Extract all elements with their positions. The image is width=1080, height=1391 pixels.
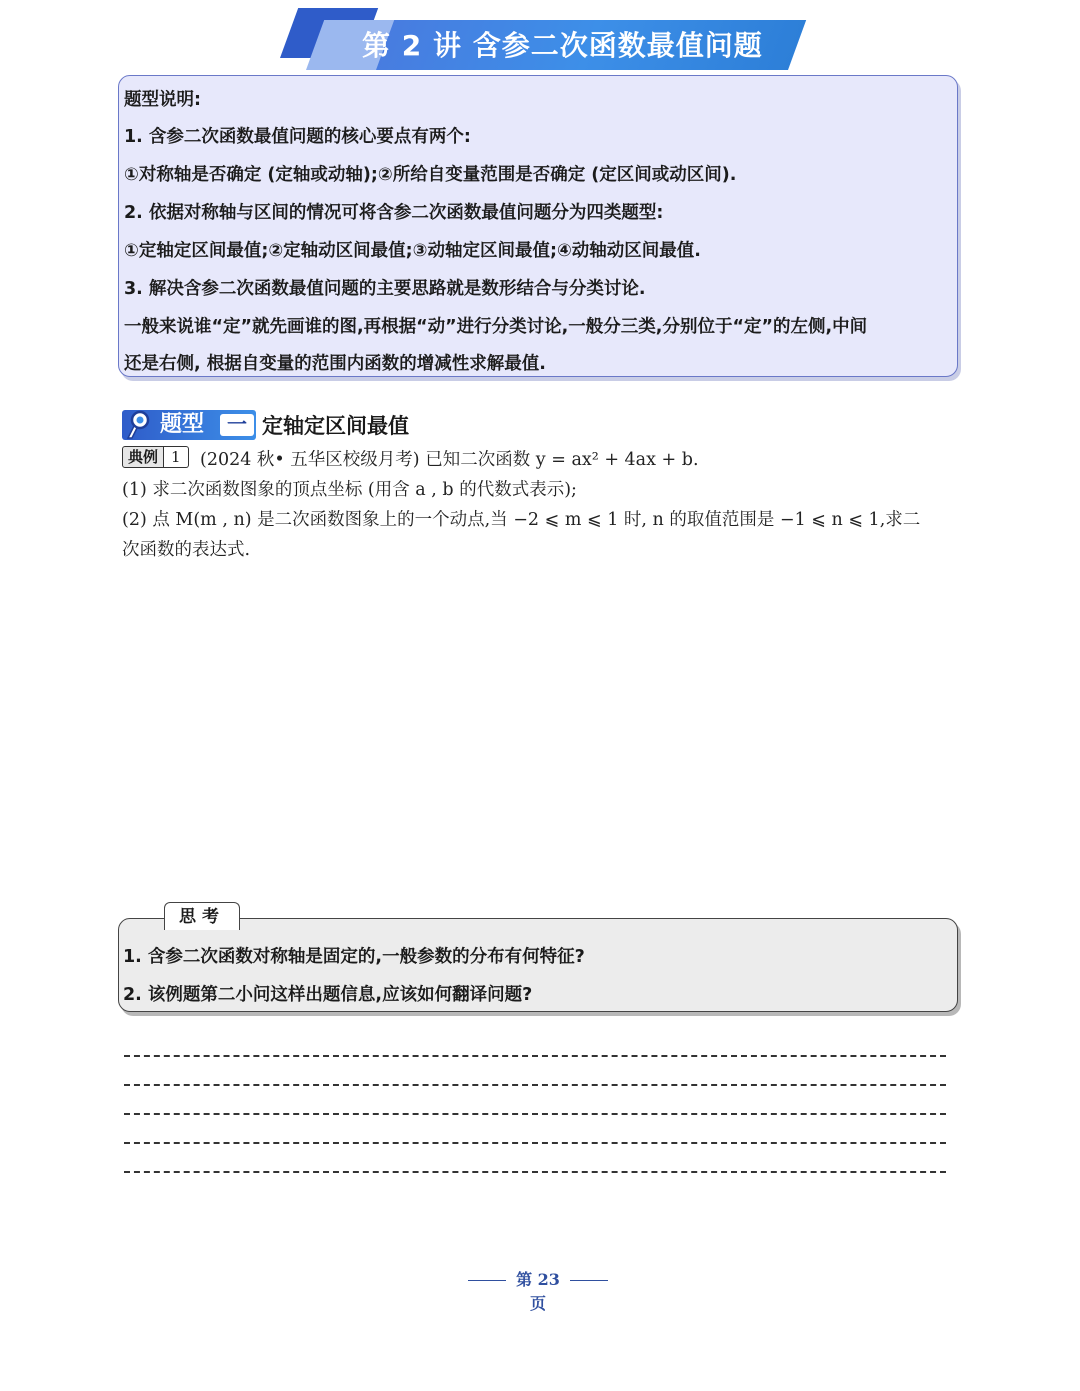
title-banner — [280, 8, 800, 72]
think-tab: 思考 — [164, 902, 240, 930]
type-number: 一 — [220, 414, 254, 436]
think-question: 1. 含参二次函数对称轴是固定的,一般参数的分布有何特征? — [123, 947, 585, 967]
example-tag-label: 典例 — [122, 446, 164, 468]
page-number: 第 23 页 — [516, 1270, 560, 1313]
answer-line[interactable] — [124, 1084, 946, 1086]
explanation-line: 还是右侧, 根据自变量的范围内函数的增减性求解最值. — [124, 354, 546, 374]
example-stem: (2024 秋• 五华区校级月考) 已知二次函数 y = ax² + 4ax + b. — [200, 450, 699, 470]
type-heading — [122, 408, 522, 442]
example-question-1: (1) 求二次函数图象的顶点坐标 (用含 a , b 的代数式表示); — [122, 480, 577, 500]
type-title: 定轴定区间最值 — [262, 414, 409, 438]
page-footer — [468, 1268, 608, 1313]
type-badge-label: 题型 — [160, 412, 205, 437]
explanation-box — [118, 75, 958, 377]
explanation-line: 一般来说谁“定”就先画谁的图,再根据“动”进行分类讨论,一般分三类,分别位于“定”的左侧,中间 — [124, 317, 868, 337]
answer-line[interactable] — [124, 1171, 946, 1173]
example-tag — [122, 446, 189, 468]
think-box — [118, 918, 958, 1012]
footer-rule-left — [468, 1280, 506, 1281]
explanation-line: 3. 解决含参二次函数最值问题的主要思路就是数形结合与分类讨论. — [124, 279, 646, 299]
explanation-heading: 题型说明: — [124, 90, 201, 110]
example-question-2: (2) 点 M(m , n) 是二次函数图象上的一个动点,当 −2 ⩽ m ⩽ 1 时, n 的取值范围是 −1 ⩽ n ⩽ 1,求二 — [122, 510, 921, 530]
explanation-line: 2. 依据对称轴与区间的情况可将含参二次函数最值问题分为四类题型: — [124, 203, 664, 223]
explanation-line: ①对称轴是否确定 (定轴或动轴);②所给自变量范围是否确定 (定区间或动区间). — [124, 165, 737, 185]
page-title: 第 2 讲 含参二次函数最值问题 — [362, 29, 763, 62]
example-question-2-cont: 次函数的表达式. — [122, 540, 251, 560]
answer-line[interactable] — [124, 1113, 946, 1115]
footer-rule-right — [570, 1280, 608, 1281]
magnifier-pin-icon — [126, 410, 152, 440]
example-number: 1 — [164, 446, 189, 468]
explanation-line: 1. 含参二次函数最值问题的核心要点有两个: — [124, 127, 471, 147]
answer-line[interactable] — [124, 1055, 946, 1057]
think-question: 2. 该例题第二小问这样出题信息,应该如何翻译问题? — [123, 985, 533, 1005]
answer-line[interactable] — [124, 1142, 946, 1144]
explanation-line: ①定轴定区间最值;②定轴动区间最值;③动轴定区间最值;④动轴动区间最值. — [124, 241, 701, 261]
